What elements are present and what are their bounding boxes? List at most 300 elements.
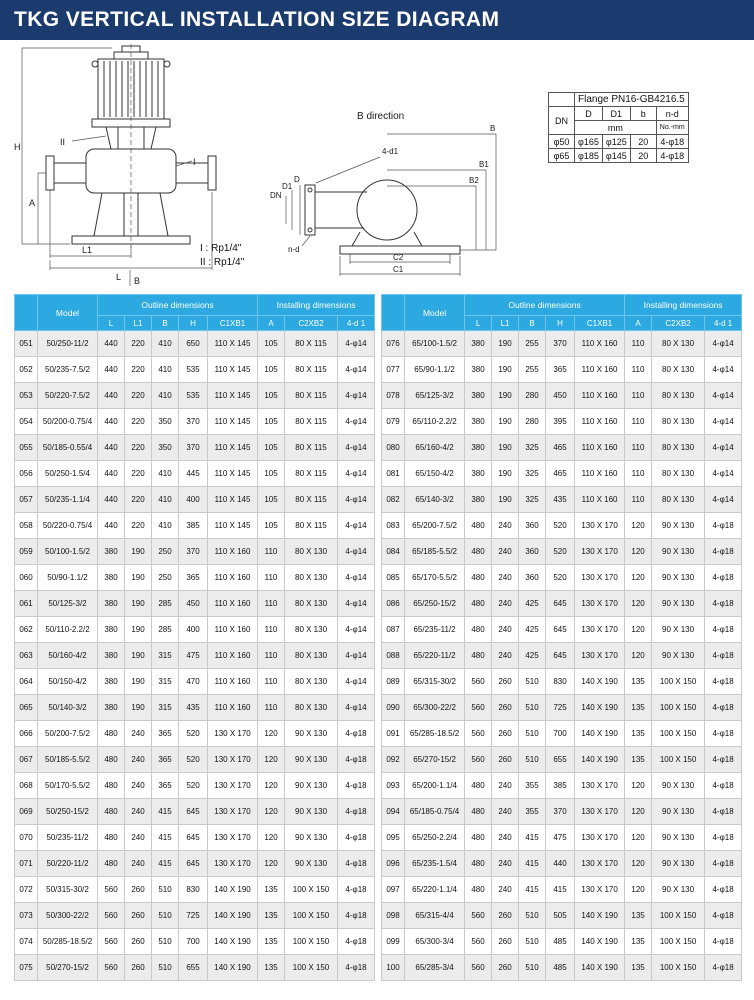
flange-col-b: b (630, 107, 656, 121)
col-A: A (258, 316, 285, 331)
dim-L: 380 (98, 695, 125, 721)
model-cell: 50/200-0.75/4 (38, 409, 98, 435)
dim-H: 465 (546, 461, 575, 487)
dim-label-D: D (294, 175, 300, 184)
col-L1: L1 (125, 316, 152, 331)
dim-A: 110 (625, 357, 652, 383)
dim-H: 370 (179, 539, 208, 565)
row-no: 066 (15, 721, 38, 747)
dim-L1: 240 (125, 747, 152, 773)
dim-L1: 240 (492, 539, 519, 565)
model-cell: 50/220-7.5/2 (38, 383, 98, 409)
model-cell: 50/150-4/2 (38, 669, 98, 695)
dim-C1XB1: 110 X 160 (575, 461, 625, 487)
dim-4d1: 4-φ18 (705, 695, 742, 721)
col-A: A (625, 316, 652, 331)
model-cell: 50/185-0.55/4 (38, 435, 98, 461)
row-no: 051 (15, 331, 38, 357)
dim-C1XB1: 140 X 190 (575, 695, 625, 721)
col-C1XB1: C1XB1 (575, 316, 625, 331)
dim-H: 520 (546, 565, 575, 591)
dim-A: 120 (625, 565, 652, 591)
row-no: 091 (382, 721, 405, 747)
dim-H: 370 (179, 409, 208, 435)
row-no: 098 (382, 903, 405, 929)
model-cell: 50/160-4/2 (38, 643, 98, 669)
dim-L: 380 (98, 565, 125, 591)
dim-C1XB1: 140 X 190 (575, 669, 625, 695)
dim-A: 105 (258, 487, 285, 513)
dim-L1: 240 (492, 591, 519, 617)
dim-4d1: 4-φ18 (705, 565, 742, 591)
col-H: H (546, 316, 575, 331)
dim-4d1: 4-φ14 (705, 409, 742, 435)
dim-L1: 190 (492, 487, 519, 513)
row-no: 067 (15, 747, 38, 773)
dim-4d1: 4-φ18 (338, 721, 375, 747)
model-cell: 50/170-5.5/2 (38, 773, 98, 799)
dim-L: 560 (465, 721, 492, 747)
dim-C1XB1: 140 X 190 (208, 955, 258, 981)
dim-C1XB1: 140 X 190 (208, 903, 258, 929)
dim-4d1: 4-φ14 (338, 643, 375, 669)
dim-H: 505 (546, 903, 575, 929)
dim-label-L1: L1 (82, 245, 93, 255)
dim-C2XB2: 100 X 150 (652, 721, 705, 747)
dim-B: 510 (152, 955, 179, 981)
dim-label-B: B (134, 276, 141, 286)
model-cell: 65/300-3/4 (405, 929, 465, 955)
dim-B: 510 (152, 929, 179, 955)
flange-col-nd: n-d (656, 107, 688, 121)
table-row (382, 513, 742, 539)
model-cell: 50/285-18.5/2 (38, 929, 98, 955)
table-row (382, 669, 742, 695)
dim-A: 105 (258, 435, 285, 461)
dim-C2XB2: 100 X 150 (652, 669, 705, 695)
row-no: 081 (382, 461, 405, 487)
model-cell: 65/150-4/2 (405, 461, 465, 487)
table-row (382, 799, 742, 825)
dim-4d1: 4-φ18 (338, 773, 375, 799)
flange-cell: 4-φ18 (656, 135, 688, 149)
dim-A: 110 (258, 669, 285, 695)
dim-4d1: 4-φ18 (338, 903, 375, 929)
dim-B: 255 (519, 331, 546, 357)
dim-A: 135 (625, 669, 652, 695)
model-column-header: Model (405, 295, 465, 331)
dim-L1: 260 (492, 721, 519, 747)
dim-L: 560 (465, 903, 492, 929)
dim-B: 510 (519, 695, 546, 721)
dim-L1: 220 (125, 331, 152, 357)
dim-H: 365 (179, 565, 208, 591)
dim-L: 560 (465, 929, 492, 955)
dim-label-C2: C2 (393, 253, 404, 262)
model-cell: 65/315-30/2 (405, 669, 465, 695)
dim-L: 440 (98, 331, 125, 357)
dim-A: 135 (625, 695, 652, 721)
dim-C2XB2: 80 X 130 (285, 617, 338, 643)
dim-4d1: 4-φ14 (338, 435, 375, 461)
dim-A: 110 (625, 383, 652, 409)
dim-A: 135 (625, 721, 652, 747)
dim-C2XB2: 90 X 130 (285, 799, 338, 825)
dim-4d1: 4-φ18 (705, 851, 742, 877)
dim-B: 350 (152, 435, 179, 461)
dim-A: 105 (258, 409, 285, 435)
dim-C1XB1: 110 X 160 (208, 565, 258, 591)
dim-L: 380 (98, 539, 125, 565)
dim-L1: 190 (492, 383, 519, 409)
dim-B: 510 (519, 721, 546, 747)
dim-A: 120 (258, 799, 285, 825)
dim-H: 385 (179, 513, 208, 539)
model-cell: 65/110-2.2/2 (405, 409, 465, 435)
row-no: 082 (382, 487, 405, 513)
dim-4d1: 4-φ14 (338, 487, 375, 513)
model-cell: 50/200-7.5/2 (38, 721, 98, 747)
dim-A: 120 (625, 877, 652, 903)
dim-4d1: 4-φ18 (338, 851, 375, 877)
dim-B: 355 (519, 799, 546, 825)
no-column-header (382, 295, 405, 331)
model-cell: 65/90-1.1/2 (405, 357, 465, 383)
dim-A: 120 (625, 617, 652, 643)
dim-C1XB1: 140 X 190 (575, 929, 625, 955)
dim-C2XB2: 90 X 130 (285, 773, 338, 799)
dim-A: 120 (258, 747, 285, 773)
table-row (15, 539, 375, 565)
dim-L1: 220 (125, 409, 152, 435)
dim-C2XB2: 80 X 130 (652, 435, 705, 461)
model-cell: 50/125-3/2 (38, 591, 98, 617)
table-row (15, 617, 375, 643)
dim-C1XB1: 140 X 190 (208, 929, 258, 955)
dim-A: 135 (258, 955, 285, 981)
dim-L: 380 (465, 383, 492, 409)
table-row (15, 461, 375, 487)
dim-A: 135 (625, 929, 652, 955)
dim-L1: 240 (125, 825, 152, 851)
row-no: 065 (15, 695, 38, 721)
dim-C1XB1: 140 X 190 (575, 747, 625, 773)
dim-B: 410 (152, 513, 179, 539)
col-L: L (98, 316, 125, 331)
model-cell: 65/235-11/2 (405, 617, 465, 643)
note-line-2: II : Rp1/4" (200, 257, 245, 268)
b-direction-title: B direction (357, 111, 405, 122)
dim-C2XB2: 80 X 115 (285, 461, 338, 487)
table-row (382, 409, 742, 435)
dim-H: 385 (546, 773, 575, 799)
page-title: TKG VERTICAL INSTALLATION SIZE DIAGRAM (0, 0, 754, 40)
dim-A: 120 (625, 851, 652, 877)
dim-A: 120 (258, 721, 285, 747)
dim-L1: 220 (125, 435, 152, 461)
table-row (382, 643, 742, 669)
flange-cell: φ165 (575, 135, 603, 149)
table-row (15, 435, 375, 461)
dim-H: 440 (546, 851, 575, 877)
table-row (382, 565, 742, 591)
dim-C1XB1: 110 X 160 (208, 539, 258, 565)
dim-L: 380 (465, 409, 492, 435)
row-no: 083 (382, 513, 405, 539)
dim-A: 135 (258, 929, 285, 955)
col-L: L (465, 316, 492, 331)
row-no: 056 (15, 461, 38, 487)
dim-L1: 260 (492, 747, 519, 773)
row-no: 077 (382, 357, 405, 383)
model-cell: 50/250-15/2 (38, 799, 98, 825)
dim-C2XB2: 80 X 130 (652, 487, 705, 513)
dim-C1XB1: 140 X 190 (575, 903, 625, 929)
dim-A: 110 (625, 331, 652, 357)
dim-C2XB2: 80 X 130 (285, 565, 338, 591)
right-table-body (382, 331, 742, 981)
dim-C2XB2: 100 X 150 (285, 877, 338, 903)
dim-B: 315 (152, 643, 179, 669)
dim-L: 480 (98, 773, 125, 799)
dim-C1XB1: 110 X 160 (208, 591, 258, 617)
dim-L1: 190 (492, 409, 519, 435)
dim-B: 315 (152, 695, 179, 721)
row-no: 089 (382, 669, 405, 695)
dim-B: 250 (152, 539, 179, 565)
row-no: 052 (15, 357, 38, 383)
row-no: 072 (15, 877, 38, 903)
dim-L1: 190 (125, 565, 152, 591)
dim-L1: 260 (492, 669, 519, 695)
dim-A: 120 (625, 643, 652, 669)
dim-H: 700 (179, 929, 208, 955)
dim-L: 480 (465, 773, 492, 799)
flange-cell: φ65 (549, 149, 575, 163)
dim-C2XB2: 100 X 150 (652, 929, 705, 955)
flange-col-d: D (575, 107, 603, 121)
dim-H: 520 (546, 513, 575, 539)
model-cell: 50/235-11/2 (38, 825, 98, 851)
dim-label-L: L (116, 272, 122, 282)
dim-B: 365 (152, 747, 179, 773)
dim-4d1: 4-φ14 (338, 461, 375, 487)
dim-B: 285 (152, 617, 179, 643)
dim-C2XB2: 90 X 130 (285, 721, 338, 747)
dim-4d1: 4-φ18 (338, 825, 375, 851)
dim-A: 120 (625, 773, 652, 799)
table-row (382, 539, 742, 565)
dim-L1: 240 (492, 773, 519, 799)
dimension-table-right (381, 294, 742, 981)
dim-C1XB1: 110 X 160 (208, 669, 258, 695)
dim-H: 465 (546, 435, 575, 461)
left-table-body (15, 331, 375, 981)
dim-4d1: 4-φ14 (705, 331, 742, 357)
dim-C1XB1: 140 X 190 (575, 955, 625, 981)
dim-4d1: 4-φ14 (338, 591, 375, 617)
dim-H: 645 (179, 825, 208, 851)
dim-C2XB2: 90 X 130 (652, 513, 705, 539)
dim-L1: 190 (492, 435, 519, 461)
model-cell: 65/270-15/2 (405, 747, 465, 773)
dim-B: 360 (519, 513, 546, 539)
flange-row (549, 149, 689, 163)
model-cell: 50/110-2.2/2 (38, 617, 98, 643)
dim-A: 120 (625, 513, 652, 539)
dim-label-nd: n-d (288, 245, 300, 254)
dim-4d1: 4-φ18 (338, 955, 375, 981)
dim-L: 480 (465, 565, 492, 591)
dim-A: 110 (258, 617, 285, 643)
dimension-table-left (14, 294, 375, 981)
dim-C2XB2: 100 X 150 (652, 747, 705, 773)
dim-4d1: 4-φ18 (705, 539, 742, 565)
dim-B: 415 (519, 877, 546, 903)
dim-B: 255 (519, 357, 546, 383)
dim-B: 410 (152, 461, 179, 487)
dim-C2XB2: 90 X 130 (652, 877, 705, 903)
dim-L1: 240 (125, 799, 152, 825)
table-row (15, 773, 375, 799)
row-no: 088 (382, 643, 405, 669)
dim-C2XB2: 80 X 130 (285, 539, 338, 565)
row-no: 085 (382, 565, 405, 591)
dim-4d1: 4-φ18 (705, 955, 742, 981)
dim-C2XB2: 90 X 130 (652, 617, 705, 643)
dim-C1XB1: 130 X 170 (208, 825, 258, 851)
dimension-tables (14, 294, 742, 981)
dim-A: 135 (258, 903, 285, 929)
table-row (15, 903, 375, 929)
dim-C2XB2: 80 X 115 (285, 435, 338, 461)
dim-B: 315 (152, 669, 179, 695)
dim-C1XB1: 130 X 170 (575, 513, 625, 539)
table-row (15, 955, 375, 981)
dim-B: 415 (152, 799, 179, 825)
table-row (15, 357, 375, 383)
dim-C2XB2: 100 X 150 (285, 929, 338, 955)
dim-C1XB1: 130 X 170 (575, 825, 625, 851)
model-cell: 65/235-1.5/4 (405, 851, 465, 877)
dim-H: 400 (179, 617, 208, 643)
dim-H: 470 (179, 669, 208, 695)
dim-A: 120 (258, 773, 285, 799)
dim-L1: 240 (492, 851, 519, 877)
outline-dimensions-header: Outline dimensions (98, 295, 258, 316)
col-C2XB2: C2XB2 (652, 316, 705, 331)
dim-L: 480 (465, 643, 492, 669)
dim-L: 440 (98, 435, 125, 461)
dim-C2XB2: 90 X 130 (285, 851, 338, 877)
dim-A: 105 (258, 331, 285, 357)
dim-B: 415 (152, 825, 179, 851)
dim-4d1: 4-φ18 (705, 747, 742, 773)
dim-L1: 240 (492, 643, 519, 669)
table-row (15, 669, 375, 695)
row-no: 064 (15, 669, 38, 695)
dim-H: 830 (546, 669, 575, 695)
model-cell: 65/300-22/2 (405, 695, 465, 721)
dim-H: 445 (179, 461, 208, 487)
dim-L: 440 (98, 383, 125, 409)
dim-B: 410 (152, 357, 179, 383)
dim-L: 380 (98, 591, 125, 617)
table-row (382, 357, 742, 383)
dim-L1: 240 (492, 877, 519, 903)
dim-L: 480 (465, 539, 492, 565)
table-row (382, 591, 742, 617)
dim-4d1: 4-φ14 (338, 617, 375, 643)
model-cell: 50/140-3/2 (38, 695, 98, 721)
dim-4d1: 4-φ14 (338, 383, 375, 409)
dim-4d1: 4-φ14 (705, 357, 742, 383)
dim-B: 510 (519, 955, 546, 981)
dim-4d1: 4-φ18 (705, 799, 742, 825)
flange-table-title: Flange PN16-GB4216.5 (575, 93, 689, 107)
model-cell: 65/140-3/2 (405, 487, 465, 513)
dim-A: 120 (258, 851, 285, 877)
dim-L: 480 (465, 799, 492, 825)
model-cell: 65/185-5.5/2 (405, 539, 465, 565)
dim-C2XB2: 80 X 115 (285, 357, 338, 383)
dim-label-C1: C1 (393, 265, 404, 274)
dim-A: 110 (258, 539, 285, 565)
dim-A: 135 (258, 877, 285, 903)
dim-C2XB2: 80 X 115 (285, 487, 338, 513)
row-no: 080 (382, 435, 405, 461)
dim-L1: 260 (492, 929, 519, 955)
dim-C2XB2: 100 X 150 (285, 903, 338, 929)
dim-H: 520 (179, 773, 208, 799)
model-cell: 50/220-0.75/4 (38, 513, 98, 539)
dim-L1: 240 (492, 513, 519, 539)
port-label-II: II (60, 137, 66, 147)
dim-L1: 190 (125, 617, 152, 643)
dim-L: 380 (465, 487, 492, 513)
installing-dimensions-header: Installing dimensions (258, 295, 375, 316)
row-no: 070 (15, 825, 38, 851)
dim-L: 560 (465, 695, 492, 721)
dim-C2XB2: 90 X 130 (652, 591, 705, 617)
dim-L1: 240 (492, 565, 519, 591)
dim-4d1: 4-φ18 (705, 825, 742, 851)
dim-H: 725 (179, 903, 208, 929)
dim-H: 535 (179, 383, 208, 409)
dim-L1: 190 (125, 539, 152, 565)
dim-4d1: 4-φ18 (705, 877, 742, 903)
dim-L1: 240 (492, 825, 519, 851)
table-row (15, 591, 375, 617)
port-notes (200, 242, 244, 270)
outline-dimensions-header: Outline dimensions (465, 295, 625, 316)
dim-L1: 240 (125, 721, 152, 747)
dim-L: 560 (98, 929, 125, 955)
table-row (382, 851, 742, 877)
dim-C1XB1: 110 X 145 (208, 513, 258, 539)
dim-C2XB2: 100 X 150 (652, 955, 705, 981)
dim-C1XB1: 130 X 170 (575, 565, 625, 591)
dim-C2XB2: 80 X 115 (285, 383, 338, 409)
dim-B: 325 (519, 435, 546, 461)
dim-4d1: 4-φ18 (705, 669, 742, 695)
dim-L: 560 (98, 877, 125, 903)
table-row (382, 461, 742, 487)
row-no: 060 (15, 565, 38, 591)
dim-C1XB1: 110 X 145 (208, 487, 258, 513)
dim-C1XB1: 140 X 190 (575, 721, 625, 747)
dim-L1: 190 (125, 643, 152, 669)
